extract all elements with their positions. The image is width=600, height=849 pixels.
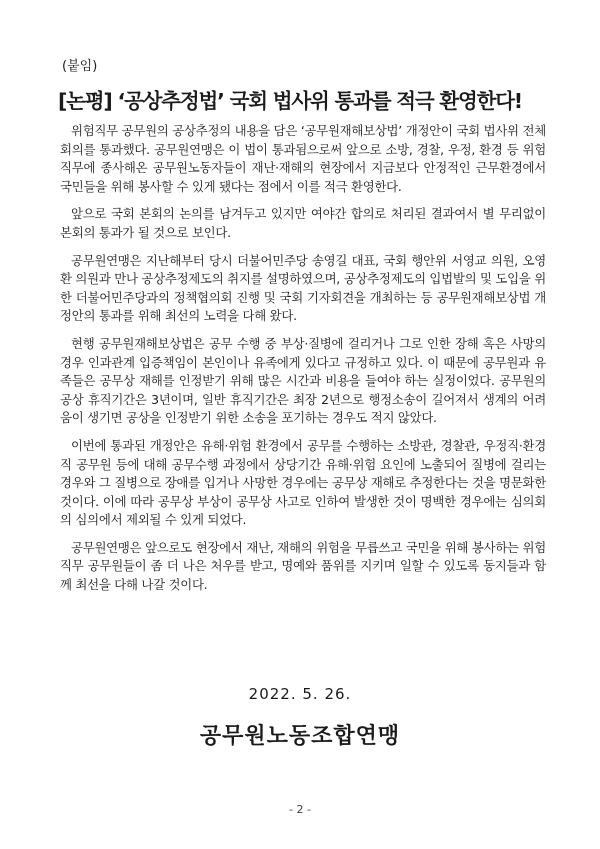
paragraph-5: 이번에 통과된 개정안은 유해·위험 환경에서 공무를 수행하는 소방관, 경찰관, 우정직·환경직 공무원 등에 대해 공무수행 과정에서 상당기간 유해·위험 요인에 노출되어 질병에 걸리는 경우와 그 질병으로 장애를 입거나 사망한 경우에는 공무상 재해로 추정한다는 것을 명문화한 것이다. 이에 따라 공무상 부상이 공무상 사고로 인하여 발생한 것이 명백한 경우에는 심의회의 심의에서 제외될 수 있게 되었다. xyxy=(60,437,546,528)
headline: [논평] ‘공상추정법’ 국회 법사위 통과를 적극 환영한다! xyxy=(58,89,522,113)
paragraph-2: 앞으로 국회 본회의 논의를 남겨두고 있지만 여야간 합의로 처리된 결과여서 별 무리없이 본회의 통과가 될 것으로 보인다. xyxy=(60,206,546,240)
organization-name: 공무원노동조합연맹 xyxy=(199,724,401,749)
issue-date: 2022. 5. 26. xyxy=(248,685,352,703)
paragraph-3: 공무원연맹은 지난해부터 당시 더불어민주당 송영길 대표, 국회 행안위 서영교 의원, 오영환 의원과 만나 공상추정제도의 취지를 설명하였으며, 공상추정제도의 입법발의 및 도입을 위한 더불어민주당과의 정책협의회 진행 및 국회 기자회견을 개최하는 등 공무원재해보상법 개정안의 통과를 위해 최선의 노력을 다해 왔다. xyxy=(60,252,546,324)
paragraph-6: 공무원연맹은 앞으로도 현장에서 재난, 재해의 위험을 무릅쓰고 국민을 위해 봉사하는 위험직무 공무원들이 좀 더 나은 처우를 받고, 명예와 품위를 지키며 일할 수 있도록 동지들과 함께 최선을 다해 나갈 것이다. xyxy=(60,539,546,593)
body-text xyxy=(60,122,546,604)
paragraph-4: 현행 공무원재해보상법은 공무 수행 중 부상·질병에 걸리거나 그로 인한 장해 혹은 사망의 경우 인과관계 입증책임이 본인이나 유족에게 있다고 규정하고 있다. 이 때문에 공무원과 유족들은 공무상 재해를 인정받기 위해 많은 시간과 비용을 들여야 하는 실정이었다. 공무원의 공상 휴직기간은 3년이며, 일반 휴직기간은 최장 2년으로 행정소송이 길어져서 생계의 어려움이 생기면 공상을 인정받기 위한 소송을 포기하는 경우도 적지 않았다. xyxy=(60,335,546,426)
paragraph-1: 위험직무 공무원의 공상추정의 내용을 담은 ‘공무원재해보상법’ 개정안이 국회 법사위 전체회의를 통과했다. 공무원연맹은 이 법이 통과됨으로써 앞으로 소방, 경찰, 우정, 환경 등 위험직무에 종사해온 공무원노동자들이 재난·재해의 현장에서 지금보다 안정적인 근무환경에서 국민들을 위해 봉사할 수 있게 됐다는 점에서 이를 적극 환영한다. xyxy=(60,123,546,194)
page-number: - 2 - xyxy=(289,803,311,816)
attachment-label: (붙임) xyxy=(62,59,98,74)
